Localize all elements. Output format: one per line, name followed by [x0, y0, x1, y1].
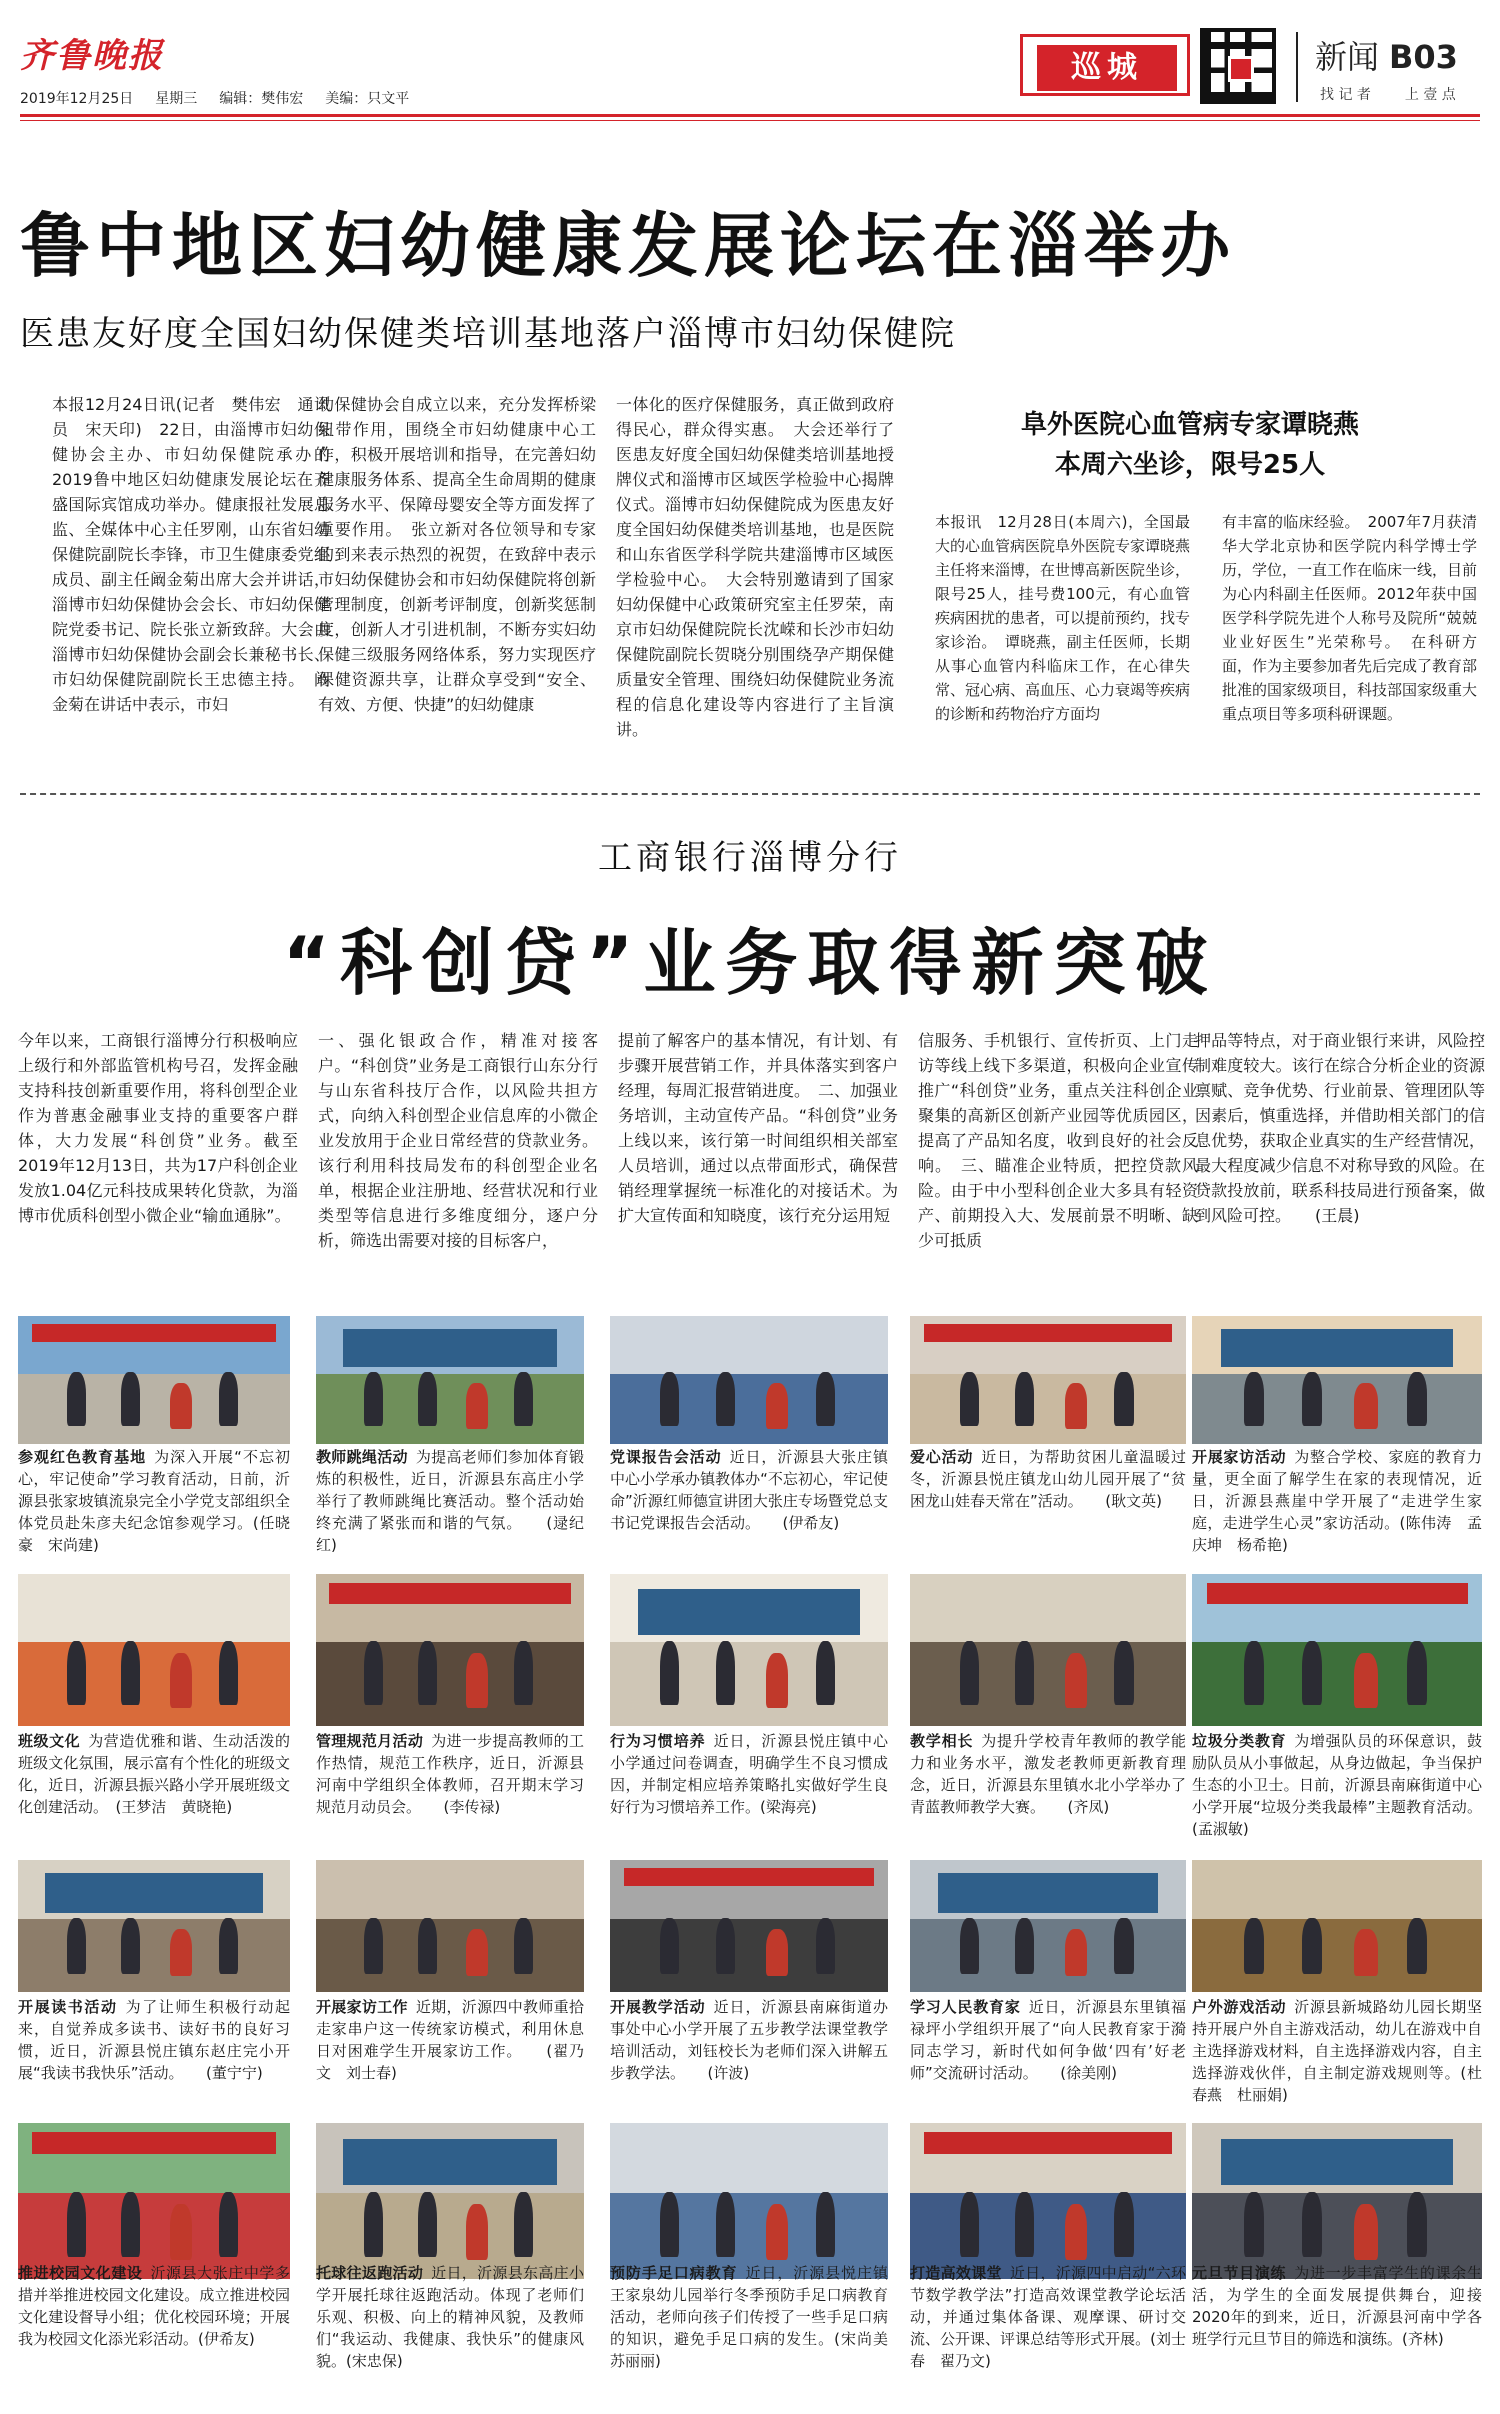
photo-caption-title: 开展教学活动	[610, 1998, 706, 2016]
photo-caption-title: 开展家访工作	[316, 1998, 408, 2016]
newspaper-logo: 齐鲁晚报	[20, 36, 164, 76]
page-prefix: 新闻	[1315, 38, 1380, 76]
photo-caption-text: 近日，沂源县东里镇福禄坪小学组织开展了“向人民教育家于漪同志学习，新时代如何争做‘四有’好老师”交流研讨活动。 (徐美刚)	[910, 1998, 1186, 2082]
photo-caption	[610, 1446, 888, 1546]
photo-caption-text: 为了让师生积极行动起来，自觉养成多读书、读好书的良好习惯，近日，沂源县悦庄镇东赵庄完小开展“我读书我快乐”活动。 (董宁宁)	[18, 1998, 290, 2082]
story2-column-4: 信服务、手机银行、宣传折页、上门走访等线上线下多渠道，积极向企业宣传推广“科创贷”业务，重点关注科创企业聚集的高新区创新产业园等优质园区，提高了产品知名度，收到良好的社会反响。 三、瞄准企业特质，把控贷款风险。由于中小型科创企业大多具有轻资产、前期投入大、发展前景不明晰、缺少可抵质	[918, 1031, 1198, 1250]
photo-caption-title: 学习人民教育家	[910, 1998, 1021, 2016]
photo-caption-title: 党课报告会活动	[610, 1448, 722, 1466]
header-rule	[20, 114, 1480, 117]
story2-headline: “科创贷”业务取得新突破	[282, 921, 1218, 1005]
photo-caption-text: 为进一步提高教师的工作热情，规范工作秩序，近日，沂源县河南中学组织全体教师，召开期末学习规范月动员会。 (李传禄)	[316, 1732, 584, 1816]
photo-caption	[910, 1996, 1186, 2096]
photo-caption-title: 管理规范月活动	[316, 1732, 424, 1750]
side-story-title	[950, 405, 1430, 485]
news-photo	[18, 1860, 290, 1992]
news-photo	[610, 1860, 888, 1992]
news-photo	[18, 1316, 290, 1444]
story2-column-1: 今年以来，工商银行淄博分行积极响应上级行和外部监管机构号召，发挥金融支持科技创新重要作用，将科创型企业作为普惠金融事业支持的重要客户群体，大力发展“科创贷”业务。截至2019年12月13日，共为17户科创企业发放1.04亿元科技成果转化贷款，为淄博市优质科创型小微企业“输血通脉”。	[18, 1031, 298, 1225]
photo-caption	[18, 2262, 290, 2374]
news-photo	[1192, 2123, 1482, 2279]
story2-column-2: 一、强化银政合作，精准对接客户。“科创贷”业务是工商银行山东分行与山东省科技厅合作，以风险共担方式，向纳入科创型企业信息库的小微企业发放用于企业日常经营的贷款业务。该行利用科技局发布的科创型企业名单，根据企业注册地、经营状况和行业类型等信息进行多维度细分，逐户分析，筛选出需要对接的目标客户，	[318, 1031, 598, 1250]
side-story-title-line2: 本周六坐诊，限号25人	[1054, 450, 1326, 480]
header-divider	[1296, 32, 1298, 102]
photo-caption-text: 沂源县大张庄中学多措并举推进校园文化建设。成立推进校园文化建设督导小组；优化校园环境；开展我为校园文化添光彩活动。(伊希友)	[18, 2264, 290, 2348]
story2-kicker: 工商银行淄博分行	[598, 838, 902, 878]
photo-caption-title: 行为习惯培养	[610, 1732, 706, 1750]
photo-caption-title: 预防手足口病教育	[610, 2264, 738, 2282]
photo-caption-text: 近期，沂源四中教师重拾走家串户这一传统家访模式，利用休息日对困难学生开展家访工作。 (翟乃文 刘士春)	[316, 1998, 584, 2082]
photo-caption-title: 教师跳绳活动	[316, 1448, 408, 1466]
news-photo	[910, 1574, 1186, 1726]
photo-caption-text: 为进一步丰富学生的课余生活，为学生的全面发展提供舞台，迎接2020年的到来，近日，沂源县河南中学各班学行元旦节目的筛选和演练。(齐林)	[1192, 2264, 1482, 2348]
section-tag-label: 巡城	[1037, 45, 1177, 91]
photo-caption	[1192, 1996, 1482, 2104]
masthead	[20, 20, 1480, 150]
photo-caption-title: 托球往返跑活动	[316, 2264, 424, 2282]
story2-column-5: 押品等特点，对于商业银行来讲，风险控制难度较大。该行在综合分析企业的资源禀赋、竞争优势、行业前景、管理团队等因素后，慎重选择，并借助相关部门的信息优势，获取企业真实的生产经营情况，最大程度减少信息不对称导致的风险。在贷款投放前，联系科技局进行预备案，做到风险可控。 (王晨)	[1195, 1031, 1485, 1225]
photo-caption	[18, 1446, 290, 1554]
editor-credit: 编辑：樊伟宏	[219, 91, 304, 107]
news-photo	[610, 1574, 888, 1726]
photo-caption-text: 为整合学校、家庭的教育力量，更全面了解学生在家的表现情况，近日，沂源县燕崖中学开展了“走进学生家庭，走进学生心灵”家访活动。(陈伟涛 孟庆坤 杨希艳)	[1192, 1448, 1482, 1554]
news-photo	[1192, 1860, 1482, 1992]
story1-column-3: 一体化的医疗保健服务，真正做到政府得民心，群众得实惠。 大会还举行了医患友好度全国妇幼保健类培训基地授牌仪式和淄博市区域医学检验中心揭牌仪式。淄博市妇幼保健院成为医患友好度全国妇幼保健类培训基地，也是医院和山东省医学科学院共建淄博市区域医学检验中心。 大会特别邀请到了国家妇幼保健中心政策研究室主任罗荣，南京市妇幼保健院院长沈嵘和长沙市妇幼保健院副院长贺晓分别围绕孕产期保健质量安全管理、围绕妇幼保健院业务流程的信息化建设等内容进行了主旨演讲。	[616, 395, 894, 739]
main-subheadline: 医患友好度全国妇幼保健类培训基地落户淄博市妇幼保健院	[20, 314, 956, 354]
photo-caption-title: 户外游戏活动	[1192, 1998, 1287, 2016]
photo-caption	[316, 1730, 584, 1836]
section-divider	[20, 793, 1480, 795]
news-photo	[1192, 1574, 1482, 1726]
side-story-column-2: 有丰富的临床经验。 2007年7月获清华大学北京协和医学院内科学博士学历，学位，一直工作在临床一线，目前为心内科副主任医师。2012年获中国医学科学院先进个人称号及院所“兢兢业业好医生”光荣称号。 在科研方面，作为主要参加者先后完成了教育部批准的国家级项目，科技部国家级重大重点项目等多项科研课题。	[1222, 513, 1478, 723]
news-photo	[18, 2123, 290, 2279]
news-photo	[316, 1860, 584, 1992]
photo-caption-text: 近日，沂源县悦庄镇中心小学通过问卷调查，明确学生不良习惯成因，并制定相应培养策略扎实做好学生良好行为习惯培养工作。(梁海亮)	[610, 1732, 888, 1816]
reporter-action: 上 壹 点	[1404, 87, 1456, 103]
news-photo	[610, 1316, 888, 1444]
photo-caption-text: 近日，沂源县悦庄镇王家泉幼儿园举行冬季预防手足口病教育活动，老师向孩子们传授了一些手足口病的知识，避免手足口病的发生。(宋尚美 苏丽丽)	[610, 2264, 904, 2370]
photo-caption	[1192, 1446, 1482, 1554]
photo-caption-text: 近日，沂源县南麻街道办事处中心小学开展了五步教学法课堂教学培训活动，刘钰校长为老师们深入讲解五步教学法。 (许波)	[610, 1998, 888, 2082]
story1-column-1: 本报12月24日讯(记者 樊伟宏 通讯员 宋天印) 22日，由淄博市妇幼保健协会主办、市妇幼保健院承办的2019鲁中地区妇幼健康发展论坛在齐盛国际宾馆成功举办。健康报社发展总监、全媒体中心主任罗刚，山东省妇幼保健院副院长李锋，市卫生健康委党组成员、副主任阚金菊出席大会并讲话，淄博市妇幼保健协会会长、市妇幼保健院党委书记、院长张立新致辞。大会由淄博市妇幼保健协会副会长兼秘书长、市妇幼保健院副院长王忠德主持。 阚金菊在讲话中表示，市妇	[52, 395, 330, 714]
photo-caption-title: 爱心活动	[910, 1448, 974, 1466]
news-photo	[18, 1574, 290, 1726]
photo-caption-text: 近日，沂源四中启动“六环节数学教学法”打造高效课堂教学论坛活动，并通过集体备课、观摩课、研讨交流、公开课、评课总结等形式开展。(刘士春 翟乃文)	[910, 2264, 1186, 2370]
photo-caption	[610, 2262, 904, 2374]
photo-caption	[18, 1730, 290, 1836]
photo-caption-title: 参观红色教育基地	[18, 1448, 147, 1466]
photo-caption-text: 近日，为帮助贫困儿童温暖过冬，沂源县悦庄镇龙山幼儿园开展了“贫困龙山娃春天常在”活动。 (耿文英)	[910, 1448, 1186, 1510]
header-rule-thin	[20, 120, 1480, 121]
news-photo	[316, 2123, 584, 2279]
designer-credit: 美编：只文平	[325, 91, 410, 107]
reporter-contact	[1320, 84, 1456, 104]
news-photo	[910, 2123, 1186, 2279]
photo-caption-title: 开展家访活动	[1192, 1448, 1287, 1466]
photo-caption	[1192, 2262, 1482, 2374]
photo-caption-title: 打造高效课堂	[910, 2264, 1002, 2282]
photo-caption	[1192, 1730, 1482, 1836]
photo-caption-title: 教学相长	[910, 1732, 974, 1750]
photo-caption	[910, 2262, 1186, 2374]
photo-caption-text: 为提升学校青年教师的教学能力和业务水平，激发老教师更新教育理念，近日，沂源县东里镇水北小学举办了青蓝教师教学大赛。 (齐凤)	[910, 1732, 1186, 1816]
reporter-label: 找 记 者	[1320, 87, 1371, 103]
news-photo	[316, 1316, 584, 1444]
page-number: B03	[1389, 38, 1458, 76]
photo-caption	[316, 2262, 584, 2374]
photo-caption	[910, 1730, 1186, 1836]
photo-caption	[610, 1730, 888, 1836]
news-photo	[910, 1316, 1186, 1444]
side-story-column-1: 本报讯 12月28日(本周六)，全国最大的心血管病医院阜外医院专家谭晓燕主任将来淄博，在世博高新医院坐诊，限号25人，挂号费100元，有心血管疾病困扰的患者，可以提前预约，找专家诊治。 谭晓燕，副主任医师，长期从事心血管内科临床工作，在心律失常、冠心病、高血压、心力衰竭等疾病的诊断和药物治疗方面均	[935, 513, 1191, 723]
story2-column-3: 提前了解客户的基本情况，有计划、有步骤开展营销工作，并具体落实到客户经理，每周汇报营销进度。 二、加强业务培训，主动宣传产品。“科创贷”业务上线以来，该行第一时间组织相关部室人员培训，通过以点带面形式，确保营销经理掌握统一标准化的对接话术。为扩大宣传面和知晓度，该行充分运用短	[618, 1031, 899, 1225]
issue-meta	[20, 88, 409, 108]
photo-caption	[610, 1996, 888, 2096]
photo-caption	[316, 1996, 584, 2096]
main-headline: 鲁中地区妇幼健康发展论坛在淄举办	[20, 205, 1236, 287]
photo-caption-title: 垃圾分类教育	[1192, 1732, 1287, 1750]
issue-weekday: 星期三	[155, 91, 198, 107]
photo-caption-text: 近日，沂源县东高庄小学开展托球往返跑活动。体现了老师们乐观、积极、向上的精神风貌，及教师们“我运动、我健康、我快乐”的健康风貌。(宋忠保)	[316, 2264, 584, 2370]
news-photo	[316, 1574, 584, 1726]
news-photo	[1192, 1316, 1482, 1444]
photo-caption-text: 为提高老师们参加体育锻炼的积极性，近日，沂源县东高庄小学举行了教师跳绳比赛活动。整个活动始终充满了紧张而和谐的气氛。 (逯纪红)	[316, 1448, 584, 1554]
photo-caption-title: 班级文化	[18, 1732, 81, 1750]
issue-date: 2019年12月25日	[20, 91, 134, 107]
photo-caption	[910, 1446, 1186, 1546]
photo-caption-title: 推进校园文化建设	[18, 2264, 143, 2282]
photo-caption	[18, 1996, 290, 2096]
photo-caption-text: 为增强队员的环保意识，鼓励队员从小事做起，从身边做起，争当保护生态的小卫士。日前，沂源县南麻街道中心小学开展“垃圾分类我最棒”主题教育活动。(孟淑敏)	[1192, 1732, 1482, 1838]
page-label	[1315, 32, 1458, 78]
news-photo	[910, 1860, 1186, 1992]
photo-caption-text: 沂源县新城路幼儿园长期坚持开展户外自主游戏活动，幼儿在游戏中自主选择游戏材料，自主选择游戏内容，自主选择游戏伙伴，自主制定游戏规则等。(杜春燕 杜丽娟)	[1192, 1998, 1482, 2104]
story1-column-2: 幼保健协会自成立以来，充分发挥桥梁纽带作用，围绕全市妇幼健康中心工作，积极开展培训和指导，在完善妇幼健康服务体系、提高全生命周期的健康服务水平、保障母婴安全等方面发挥了重要作用。 张立新对各位领导和专家的到来表示热烈的祝贺，在致辞中表示市妇幼保健协会和市妇幼保健院将创新管理制度，创新考评制度，创新奖惩制度，创新人才引进机制，不断夯实妇幼保健三级服务网络体系，努力实现医疗保健资源共享，让群众享受到“安全、有效、方便、快捷”的妇幼健康	[318, 395, 596, 714]
photo-caption-text: 为深入开展“不忘初心，牢记使命”学习教育活动，日前，沂源县张家坡镇流泉完全小学党支部组织全体党员赴朱彦夫纪念馆参观学习。(任晓豪 宋尚建)	[18, 1448, 290, 1554]
photo-caption-title: 元旦节目演练	[1192, 2264, 1287, 2282]
section-tag	[1020, 34, 1190, 96]
photo-caption-text: 近日，沂源县大张庄镇中心小学承办镇教体办“不忘初心，牢记使命”沂源红师德宣讲团大张庄专场暨党总支书记党课报告会活动。 (伊希友)	[610, 1448, 888, 1532]
photo-caption	[316, 1446, 584, 1554]
photo-caption-title: 开展读书活动	[18, 1998, 118, 2016]
news-photo	[610, 2123, 888, 2279]
qr-code-icon	[1200, 28, 1276, 104]
photo-caption-text: 为营造优雅和谐、生动活泼的班级文化氛围，展示富有个性化的班级文化，近日，沂源县振兴路小学开展班级文化创建活动。 (王梦洁 黄晓艳)	[18, 1732, 290, 1816]
side-story-title-line1: 阜外医院心血管病专家谭晓燕	[1020, 410, 1359, 440]
